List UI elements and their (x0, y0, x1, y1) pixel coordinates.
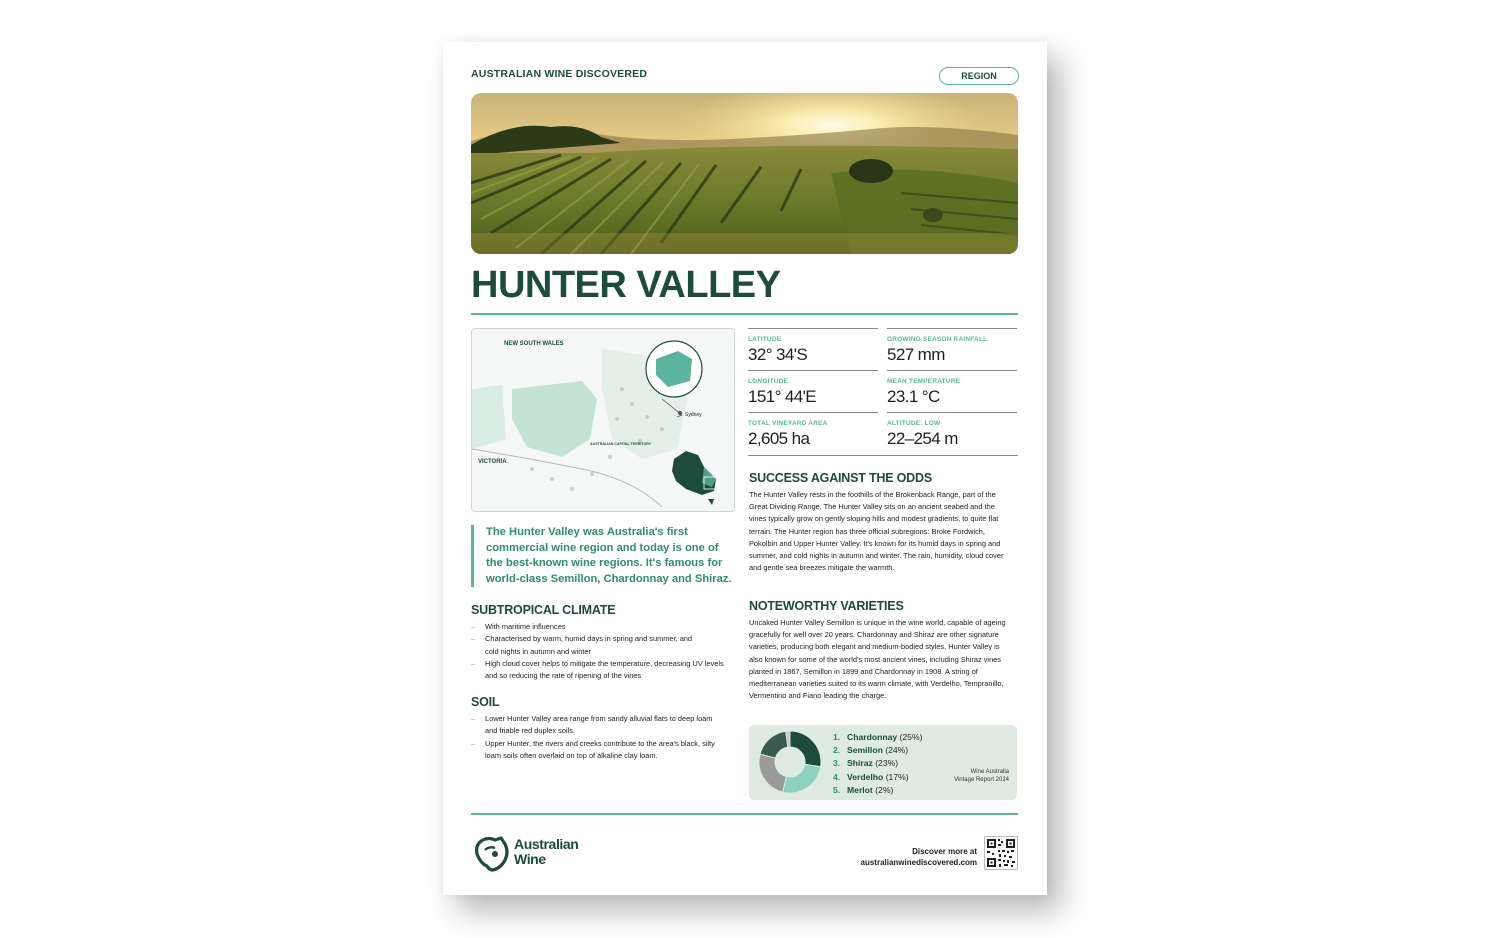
donut-slice-semillon (783, 764, 821, 793)
varieties-body: Uncaked Hunter Valley Semillon is unique in the wine world, capable of ageing gracefully for well over 20 years. Chardonnay and Shiraz are other signature varieties, producing both elegant and medium-bodied styles. Hunter Valley is also known for some of the world's most ancient vines, including Shiraz vines planted in 1867, Semillon in 1899 and Chardonnay in 1908. A string of mediterranean varieties suited to its warm climate, with Verdelho, Tempranillo, Vermentino and Fiano leading the charge. (749, 618, 1006, 701)
stat-label: ALTITUDE: LOW (887, 420, 941, 427)
variety-rank: 5. (833, 784, 841, 795)
variety-name: Verdelho (847, 771, 884, 782)
variety-rank: 2. (833, 745, 841, 756)
variety-pct: (2%) (875, 784, 894, 795)
discover-more (843, 847, 977, 868)
varieties-heading: NOTEWORTHY VARIETIES (749, 599, 904, 613)
map-victoria-label: VICTORIA (478, 459, 507, 465)
fact-sheet-page (443, 42, 1047, 895)
stat-label: MEAN TEMPERATURE (887, 378, 961, 385)
map-city-label: Sydney (685, 412, 702, 418)
variety-pct: (17%) (885, 771, 909, 782)
australian-wine-logo-icon (471, 834, 511, 874)
stat-vineyard-area (748, 412, 878, 449)
brand-header: AUSTRALIAN WINE DISCOVERED (471, 68, 648, 80)
stat-value: 32° 34'S (748, 345, 808, 364)
discover-url-link[interactable]: australianwinediscovered.com (860, 857, 977, 867)
variety-item (833, 771, 922, 784)
stat-value: 22–254 m (887, 429, 958, 448)
variety-item (833, 757, 922, 770)
stats-bottom-rule (748, 455, 1018, 456)
list-item: – High cloud cover helps to mitigate the temperature, decreasing UV levels and so reducing the rate of ripening of the vines (471, 658, 725, 683)
stat-altitude (887, 412, 1017, 449)
list-item: – Lower Hunter Valley area range from sandy alluvial flats to deep loam and friable red duplex soils. (471, 713, 725, 738)
discover-label: Discover more at (912, 847, 977, 856)
variety-item (833, 731, 922, 744)
stat-temperature (887, 370, 1017, 407)
varieties-donut-chart (757, 729, 823, 795)
variety-item (833, 744, 922, 757)
variety-rank: 3. (833, 758, 841, 769)
stat-label: TOTAL VINEYARD AREA (748, 420, 828, 427)
variety-pct: (24%) (885, 745, 909, 756)
success-heading: SUCCESS AGAINST THE ODDS (749, 471, 932, 485)
logo-line-2: Wine (514, 851, 546, 867)
stat-label: GROWING SEASON RAINFALL (887, 336, 988, 343)
variety-name: Shiraz (847, 758, 873, 769)
chart-source: Wine Australia Vintage Report 2024 (954, 769, 1009, 783)
footer-logo-text (514, 837, 578, 867)
qr-code-graphic (985, 837, 1017, 869)
intro-quote: The Hunter Valley was Australia's first commercial wine region and today is one of the best-known wine regions. It's famous for world-class Semillon, Chardonnay and Shiraz. (471, 525, 733, 587)
region-map (471, 328, 735, 512)
stat-value: 2,605 ha (748, 429, 810, 448)
footer-divider (471, 813, 1018, 815)
list-item: – Upper Hunter, the rivers and creeks contribute to the area's black, silty loam soils often overlaid on top of alkaline clay loam. (471, 738, 725, 763)
climate-list (471, 621, 733, 682)
stat-value: 151° 44'E (748, 387, 816, 406)
stat-latitude (748, 328, 878, 365)
vineyard-sunset-photo (471, 93, 1018, 254)
stat-label: LONGITUDE (748, 378, 789, 385)
variety-name: Merlot (847, 784, 873, 795)
variety-rank: 4. (833, 771, 841, 782)
soil-heading: SOIL (471, 695, 500, 709)
title-divider (471, 313, 1018, 315)
list-item: – With maritime influences (471, 621, 733, 633)
stat-value: 23.1 °C (887, 387, 940, 406)
variety-rank: 1. (833, 732, 841, 742)
variety-item (833, 784, 922, 797)
region-badge: REGION (939, 67, 1019, 85)
stat-longitude (748, 370, 878, 407)
map-state-label: NEW SOUTH WALES (504, 341, 564, 347)
varieties-list (833, 731, 922, 797)
page-title: HUNTER VALLEY (471, 264, 781, 306)
hero-vineyard-photo (471, 93, 1018, 254)
list-item: – Characterised by warm, humid days in spring and summer, and cold nights in autumn and winter (471, 633, 695, 658)
climate-heading: SUBTROPICAL CLIMATE (471, 603, 616, 617)
donut-slice-verdelho (760, 731, 788, 758)
qr-code-icon[interactable] (984, 836, 1018, 870)
stat-label: LATITUDE (748, 336, 782, 343)
stat-value: 527 mm (887, 345, 945, 364)
variety-pct: (23%) (875, 758, 899, 769)
stat-rainfall (887, 328, 1017, 365)
map-act-label: AUSTRALIAN CAPITAL TERRITORY (590, 442, 652, 446)
soil-list (471, 713, 733, 762)
donut-slice-shiraz (759, 754, 786, 792)
variety-name: Chardonnay (847, 732, 898, 742)
success-body: The Hunter Valley rests in the foothills of the Brokenback Range, part of the Great Dividing Range. The Hunter Valley sits on an ancient seabed and the vines typically grow on gently sloping hills and modest gradients, to quite flat terrain. The Hunter region has three official subregions: Broke Fordwich, Pokolbin and Upper Hunter Valley. It's known for its humid days in spring and summer, and cold nights in autumn and winter. The rain, humidity, cloud cover and gentle sea breezes mitigate the warmth. (749, 490, 1004, 573)
variety-name: Semillon (847, 745, 883, 756)
varieties-chart-box (749, 725, 1017, 800)
donut-slice-chardonnay (790, 731, 821, 767)
variety-pct: (25%) (899, 732, 923, 742)
nsw-map-illustration (472, 329, 734, 511)
logo-line-1: Australian (514, 836, 579, 852)
